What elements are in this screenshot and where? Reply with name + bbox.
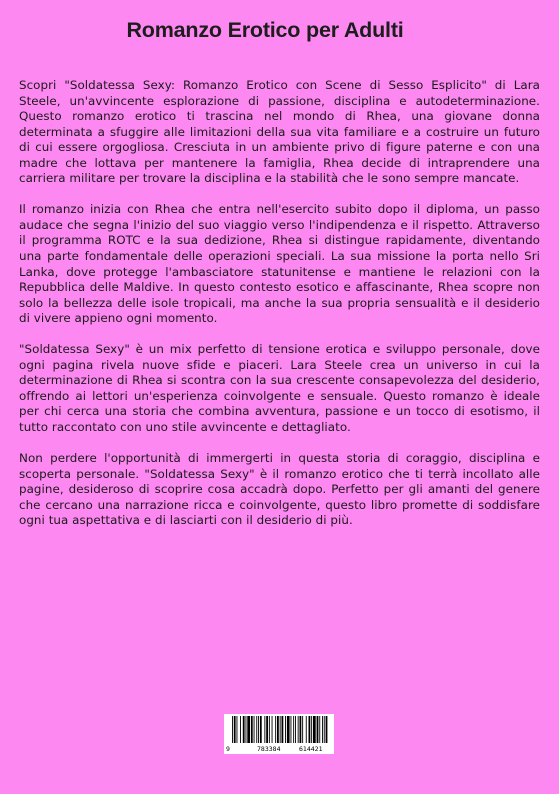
barcode-first-digit: 9 bbox=[226, 745, 230, 753]
barcode-digits bbox=[224, 745, 334, 754]
barcode-bars bbox=[224, 714, 334, 745]
description-paragraph-3: "Soldatessa Sexy" è un mix perfetto di tensione erotica e sviluppo personale, dove ogni pagina rivela nuove sfide e piaceri. Lara Steele crea un universo in cui la determinazione di Rhea si scontra con la sua crescente consapevolezza del desiderio, offrendo ai lettori un'esperienza coinvolgente e sensuale. Questo romanzo è ideale per chi cerca una storia che combina avventura, passione e un tocco di esotismo, il tutto raccontato con uno stile avvincente e dettagliato. bbox=[19, 342, 540, 434]
barcode-right-group: 614421 bbox=[299, 745, 323, 753]
book-description bbox=[19, 78, 540, 544]
description-paragraph-1: Scopri "Soldatessa Sexy: Romanzo Erotico con Scene di Sesso Esplicito" di Lara Steele, un'avvincente esplorazione di passione, disciplina e autodeterminazione. Questo romanzo erotico ti trascina nel mondo di Rhea, una giovane donna determinata a sfuggire alle limitazioni della sua vita familiare e a costruire un futuro di cui essere orgogliosa. Cresciuta in un ambiente privo di figure paterne e con una madre che lottava per mantenere la famiglia, Rhea decide di intraprendere una carriera militare per trovare la disciplina e la stabilità che le sono sempre mancate. bbox=[19, 78, 540, 186]
cover-title: Romanzo Erotico per Adulti bbox=[126, 18, 404, 42]
barcode-left-group: 783384 bbox=[257, 745, 281, 753]
description-paragraph-4: Non perdere l'opportunità di immergerti in questa storia di coraggio, disciplina e scoperta personale. "Soldatessa Sexy" è il romanzo erotico che ti terrà incollato alle pagine, desideroso di scoprire cosa accadrà dopo. Perfetto per gli amanti del genere che cercano una narrazione ricca e coinvolgente, questo libro promette di soddisfare ogni tua aspettativa e di lasciarti con il desiderio di più. bbox=[19, 450, 540, 528]
description-paragraph-2: Il romanzo inizia con Rhea che entra nell'esercito subito dopo il diploma, un passo audace che segna l'inizio del suo viaggio verso l'indipendenza e il rispetto. Attraverso il programma ROTC e la sua dedizione, Rhea si distingue rapidamente, diventando una parte fondamentale delle operazioni speciali. La sua missione la porta nello Sri Lanka, dove protegge l'ambasciatore statunitense e mantiene le relazioni con la Repubblica delle Maldive. In questo contesto esotico e affascinante, Rhea scopre non solo la bellezza delle isole tropicali, ma anche la sua propria sensualità e il desiderio di vivere appieno ogni momento. bbox=[19, 202, 540, 326]
isbn-barcode bbox=[224, 714, 334, 754]
